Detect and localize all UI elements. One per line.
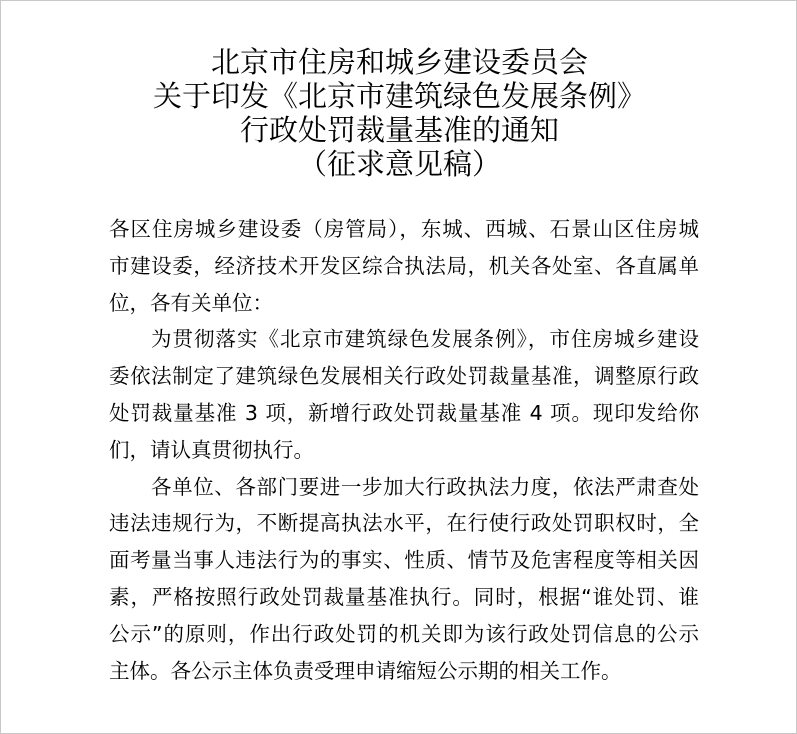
paragraph-line: 为贯彻落实《北京市建筑绿色发展条例》，市住房城乡建设 bbox=[151, 327, 699, 352]
paragraph-line: 公示”的原则，作出行政处罚的机关即为该行政处罚信息的公示 bbox=[109, 621, 699, 646]
title-line-notice: 行政处罚裁量基准的通知 bbox=[239, 113, 559, 147]
addressee-line: 位，各有关单位： bbox=[109, 290, 273, 315]
document-body bbox=[109, 211, 699, 689]
title-line-draft-status: （征求意见稿） bbox=[297, 147, 501, 181]
paragraph-line: 违法违规行为，不断提高执法水平，在行使行政处罚职权时，全 bbox=[109, 511, 699, 536]
paragraph-line: 们，请认真贯彻执行。 bbox=[109, 437, 314, 462]
addressee-paragraph bbox=[109, 211, 699, 321]
addressee-line: 各区住房城乡建设委（房管局），东城、西城、石景山区住房城 bbox=[109, 217, 699, 241]
addressee-line: 市建设委，经济技术开发区综合执法局，机关各处室、各直属单 bbox=[109, 253, 699, 278]
paragraph-line: 面考量当事人违法行为的事实、性质、情节及危害程度等相关因 bbox=[109, 548, 699, 573]
title-line-issuer: 北京市住房和城乡建设委员会 bbox=[210, 45, 588, 79]
paragraph-line: 处罚裁量基准 3 项，新增行政处罚裁量基准 4 项。现印发给你 bbox=[109, 400, 699, 425]
paragraph-line: 主体。各公示主体负责受理申请缩短公示期的相关工作。 bbox=[109, 658, 622, 683]
body-paragraph-2 bbox=[109, 469, 699, 690]
body-paragraph-1 bbox=[109, 321, 699, 468]
title-line-subject: 关于印发《北京市建筑绿色发展条例》 bbox=[152, 79, 646, 113]
paragraph-line: 素，严格按照行政处罚裁量基准执行。同时，根据“谁处罚、谁 bbox=[109, 584, 699, 609]
paragraph-line: 委依法制定了建筑绿色发展相关行政处罚裁量基准，调整原行政 bbox=[109, 364, 699, 389]
paragraph-line: 各单位、各部门要进一步加大行政执法力度，依法严肃查处 bbox=[151, 474, 699, 499]
document-title bbox=[1, 45, 797, 181]
